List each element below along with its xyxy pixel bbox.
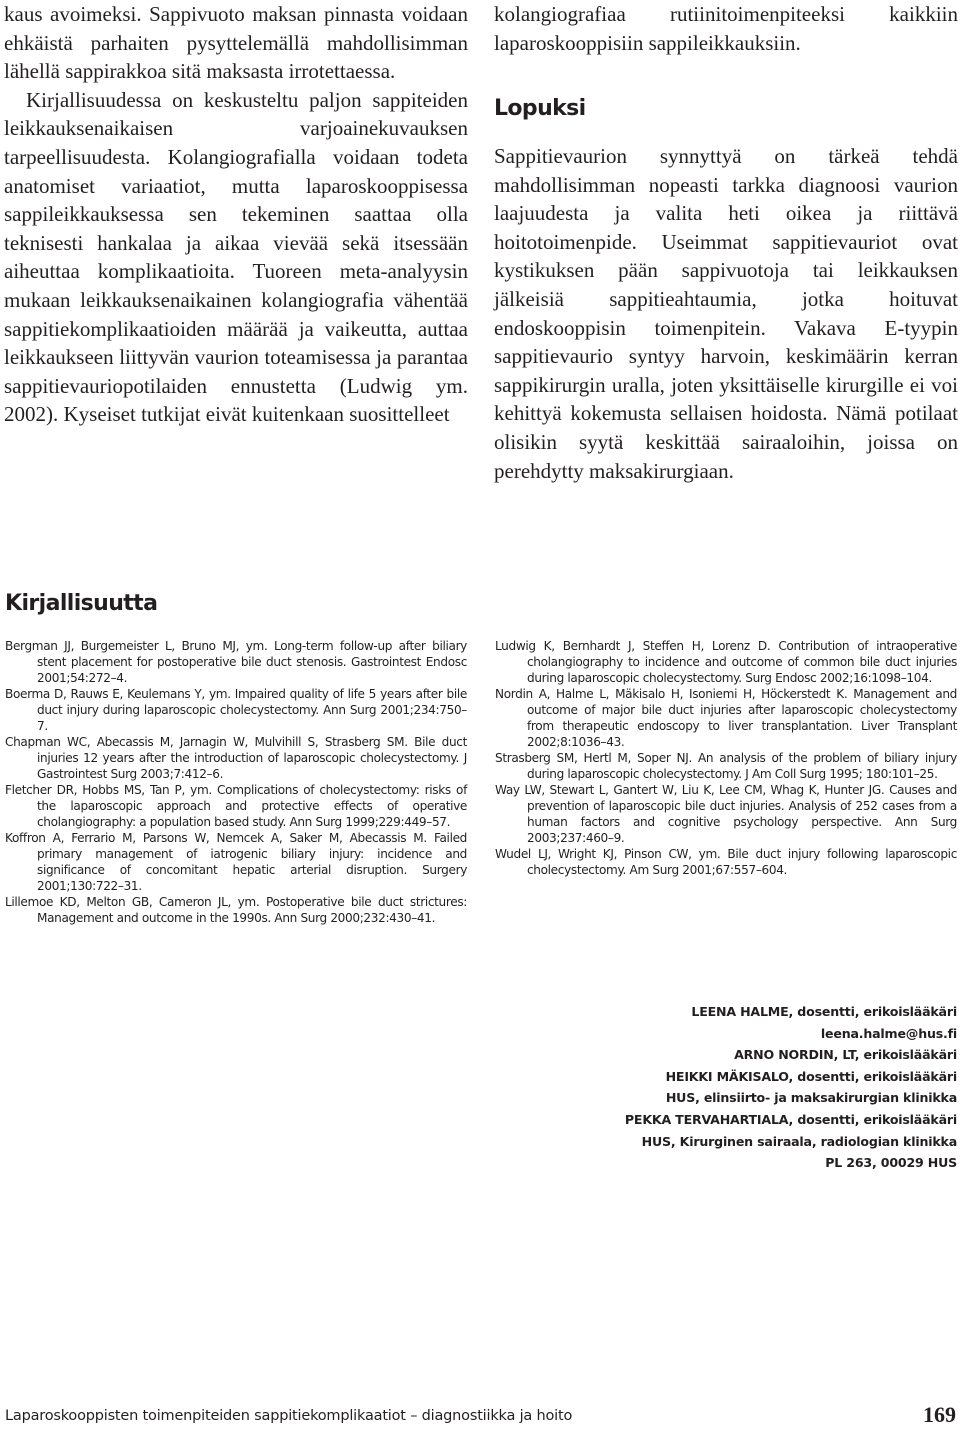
author-email[interactable]: leena.halme@hus.fi — [820, 1025, 957, 1041]
reference-item: Fletcher DR, Hobbs MS, Tan P, ym. Complications of cholecystectomy: risks of the laparoscopic approach and protective effects of operative cholangiography: a population based study. Ann Surg 1999;229:449–57. — [5, 783, 467, 829]
body-paragraph: kaus avoimeksi. Sappivuoto maksan pinnasta voidaan ehkäistä parhaiten pysyttelemällä mahdollisimman lähellä sappirakkoa sitä maksasta irrotettaessa. — [4, 2, 468, 84]
reference-item: Way LW, Stewart L, Gantert W, Liu K, Lee CM, Whag K, Hunter JG. Causes and prevention of laparoscopic bile duct injuries. Analysis of 252 cases from a human factors and cognitive psychology perspective. Ann Surg 2003;237:460–9. — [495, 783, 957, 845]
author-name: PEKKA TERVAHARTIALA, dosentti, erikoislääkäri — [624, 1111, 957, 1127]
reference-item: Strasberg SM, Hertl M, Soper NJ. An analysis of the problem of biliary injury during laparoscopic cholecystectomy. J Am Coll Surg 1995; 180:101–25. — [495, 751, 957, 781]
right-column-top — [494, 0, 958, 57]
author-name: ARNO NORDIN, LT, erikoislääkäri — [734, 1047, 957, 1063]
author-information — [437, 1001, 957, 1174]
reference-item: Lillemoe KD, Melton GB, Cameron JL, ym. Postoperative bile duct strictures: Management and outcome in the 1990s. Ann Surg 2000;232:430–41. — [5, 895, 467, 925]
reference-item: Boerma D, Rauws E, Keulemans Y, ym. Impaired quality of life 5 years after bile duct injury during laparoscopic cholecystectomy. Ann Surg 2001;234:750–7. — [5, 687, 467, 733]
author-address: PL 263, 00029 HUS — [825, 1155, 957, 1171]
reference-item: Nordin A, Halme L, Mäkisalo H, Isoniemi H, Höckerstedt K. Management and outcome of major bile duct injuries after laparoscopic cholecystectomy from therapeutic endoscopy to liver transplantation. Liver Transplant 2002;8:1036–43. — [495, 687, 957, 749]
reference-item: Ludwig K, Bernhardt J, Steffen H, Lorenz D. Contribution of intraoperative cholangiography to incidence and outcome of common bile duct injuries during laparoscopic cholecystectomy. Surg Endosc 2002;16:1098–104. — [495, 639, 957, 685]
right-column-body — [494, 142, 958, 485]
reference-item: Bergman JJ, Burgemeister L, Bruno MJ, ym. Long-term follow-up after biliary stent placement for postoperative bile duct stenosis. Gastrointest Endosc 2001;54:272–4. — [5, 639, 467, 685]
references-list-right — [495, 638, 957, 878]
left-column — [4, 0, 468, 429]
body-paragraph: kolangiografiaa rutiinitoimenpiteeksi kaikkiin laparoskooppisiin sappileikkauksiin. — [494, 2, 958, 55]
reference-item: Koffron A, Ferrario M, Parsons W, Nemcek A, Saker M, Abecassis M. Failed primary management of iatrogenic biliary injury: incidence and significance of concomitant hepatic arterial disruption. Surgery 2001;130:722–31. — [5, 831, 467, 893]
references-list-left — [5, 638, 467, 926]
section-heading-lopuksi: Lopuksi — [494, 96, 586, 121]
body-paragraph: Sappitievaurion synnyttyä on tärkeä tehdä mahdollisimman nopeasti tarkka diagnoosi vaurion laajuudesta ja valita heti oikea ja riittävä hoitotoimenpide. Useimmat sappitievauriot ovat kystikuksen pään sappivuotoja tai leikkauksen jälkeisiä sappitieahtaumia, jotka hoituvat endoskooppisin toimenpitein. Vakava E-tyypin sappitievaurio syntyy harvoin, keskimäärin kerran sappikirurgin uralla, joten yksittäiselle kirurgille ei voi kehittyä kokemusta sellaisen hoidosta. Nämä potilaat olisikin syytä keskittää sairaaloihin, joissa on perehdytty maksakirurgiaan. — [494, 144, 958, 483]
reference-item: Chapman WC, Abecassis M, Jarnagin W, Mulvihill S, Strasberg SM. Bile duct injuries 12 years after the introduction of laparoscopic cholecystectomy. J Gastrointest Surg 2003;7:412–6. — [5, 735, 467, 781]
author-name: LEENA HALME, dosentti, erikoislääkäri — [691, 1004, 957, 1019]
page-number: 169 — [923, 1402, 956, 1427]
author-affiliation: HUS, Kirurginen sairaala, radiologian klinikka — [641, 1133, 957, 1149]
body-paragraph: Kirjallisuudessa on keskusteltu paljon sappiteiden leikkauksenaikaisen varjoainekuvauksen tarpeellisuudesta. Kolangiografialla voidaan todeta anatomiset variaatiot, mutta laparoskooppisessa sappileikkauksessa sen tekeminen saattaa olla teknisesti hankalaa ja aikaa vievää sekä itsessään aiheuttaa komplikaatioita. Tuoreen meta-analyysin mukaan leikkauksenaikainen kolangiografia vähentää sappitiekomplikaatioiden määrää ja vaikeutta, auttaa leikkaukseen liittyvän vaurion toteamisessa ja parantaa sappitievauriopotilaiden ennustetta (Ludwig ym. 2002). Kyseiset tutkijat eivät kuitenkaan suosittelleet — [4, 87, 468, 427]
reference-item: Wudel LJ, Wright KJ, Pinson CW, ym. Bile duct injury following laparoscopic cholecystectomy. Am Surg 2001;67:557–604. — [495, 847, 957, 877]
references-heading: Kirjallisuutta — [5, 591, 158, 616]
running-footer-title: Laparoskooppisten toimenpiteiden sappitiekomplikaatiot – diagnostiikka ja hoito — [5, 1408, 573, 1424]
author-name: HEIKKI MÄKISALO, dosentti, erikoislääkäri — [665, 1068, 957, 1084]
author-affiliation: HUS, elinsiirto- ja maksakirurgian klinikka — [665, 1090, 957, 1106]
